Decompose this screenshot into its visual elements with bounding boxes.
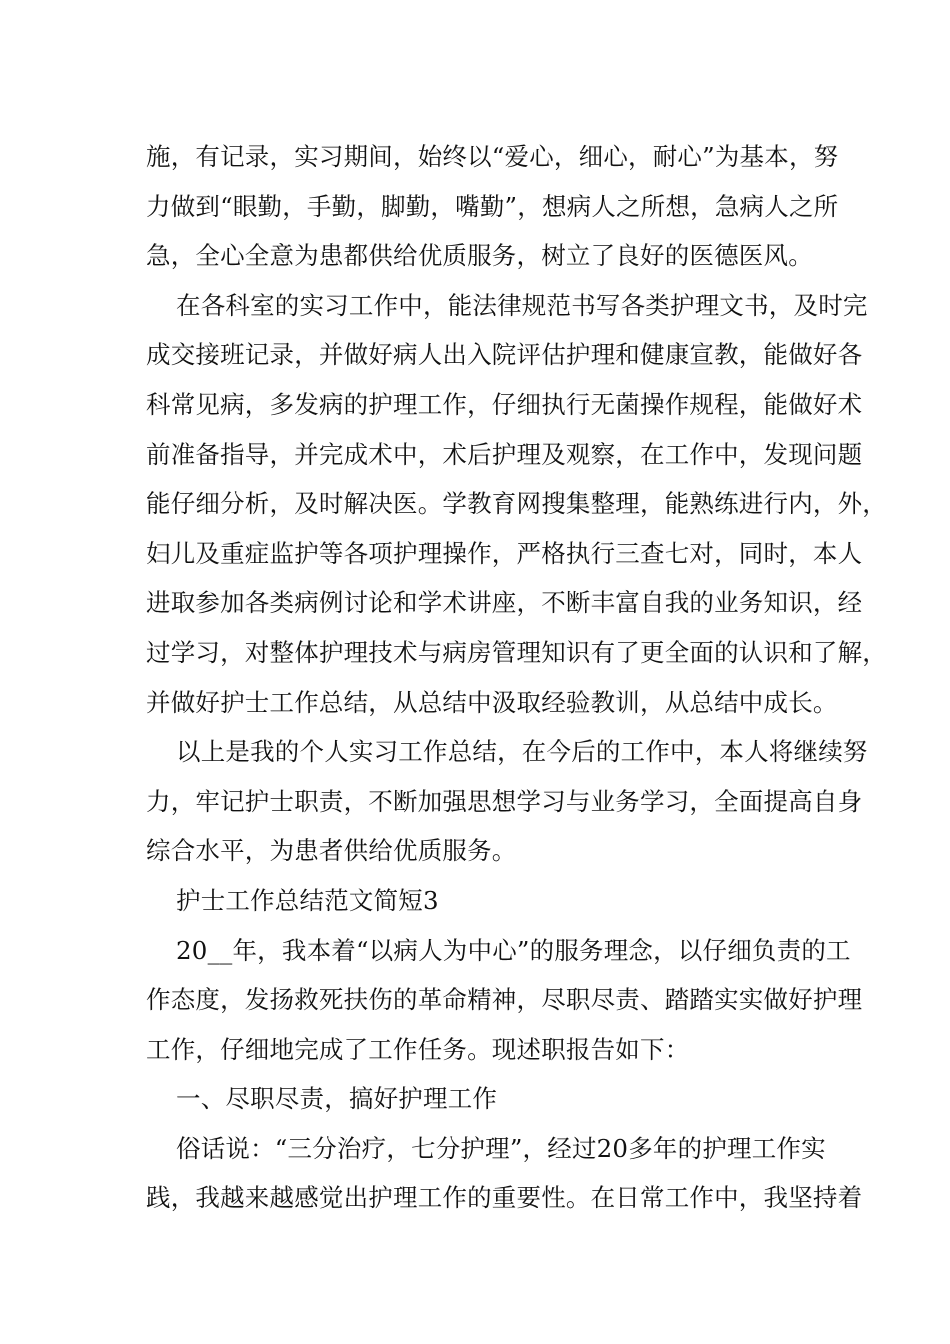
text-line: 妇儿及重症监护等各项护理操作，严格执行三查七对，同时，本人 [146,538,863,568]
heading-line: 一、尽职尽责，搞好护理工作 [176,1084,498,1114]
text-line: 过学习，对整体护理技术与病房管理知识有了更全面的认识和了解， [146,637,887,667]
text-line: 科常见病，多发病的护理工作，仔细执行无菌操作规程，能做好术 [146,389,863,419]
text-line: 作态度，发扬救死扶伤的革命精神，尽职尽责、踏踏实实做好护理 [146,985,863,1015]
text-line: 在各科室的实习工作中，能法律规范书写各类护理文书，及时完 [176,290,868,320]
text-line: 急，全心全意为患都供给优质服务，树立了良好的医德医风。 [146,241,813,271]
paragraph-3 [146,727,868,876]
section-heading-3 [146,876,824,926]
paragraph-4 [146,926,863,1075]
text-line: 进取参加各类病例讨论和学术讲座，不断丰富自我的业务知识，经 [146,588,863,618]
text-line: 力做到“眼勤，手勤，脚勤，嘴勤”，想病人之所想，急病人之所 [146,191,839,221]
text-line: 前准备指导，并完成术中，术后护理及观察，在工作中，发现问题 [146,439,863,469]
text-line: 以上是我的个人实习工作总结，在今后的工作中，本人将继续努 [176,737,868,767]
text-line: 俗话说：“三分治疗，七分护理”，经过20多年的护理工作实 [176,1133,826,1163]
paragraph-1 [146,132,839,281]
text-line: 施，有记录，实习期间，始终以“爱心，细心，耐心”为基本，努 [146,142,839,171]
text-line: 并做好护士工作总结，从总结中汲取经验教训，从总结中成长。 [146,687,838,717]
text-line: 工作，仔细地完成了工作任务。现述职报告如下： [146,1034,690,1064]
text-line: 践，我越来越感觉出护理工作的重要性。在日常工作中，我坚持着 [146,1183,863,1213]
heading-line: 护士工作总结范文简短3 [176,885,439,915]
text-line: 综合水平，为患者供给优质服务。 [146,836,517,866]
text-line: 20__年，我本着“以病人为中心”的服务理念，以仔细负责的工 [176,935,851,965]
text-line: 能仔细分析，及时解决医。学教育网搜集整理，能熟练进行内，外， [146,489,887,519]
subheading-1 [146,1074,824,1124]
text-line: 力，牢记护士职责，不断加强思想学习与业务学习，全面提高自身 [146,786,863,816]
text-line: 成交接班记录，并做好病人出入院评估护理和健康宣教，能做好各 [146,340,863,370]
paragraph-5 [146,1124,863,1223]
document-body [146,132,887,1223]
paragraph-2 [146,281,887,727]
